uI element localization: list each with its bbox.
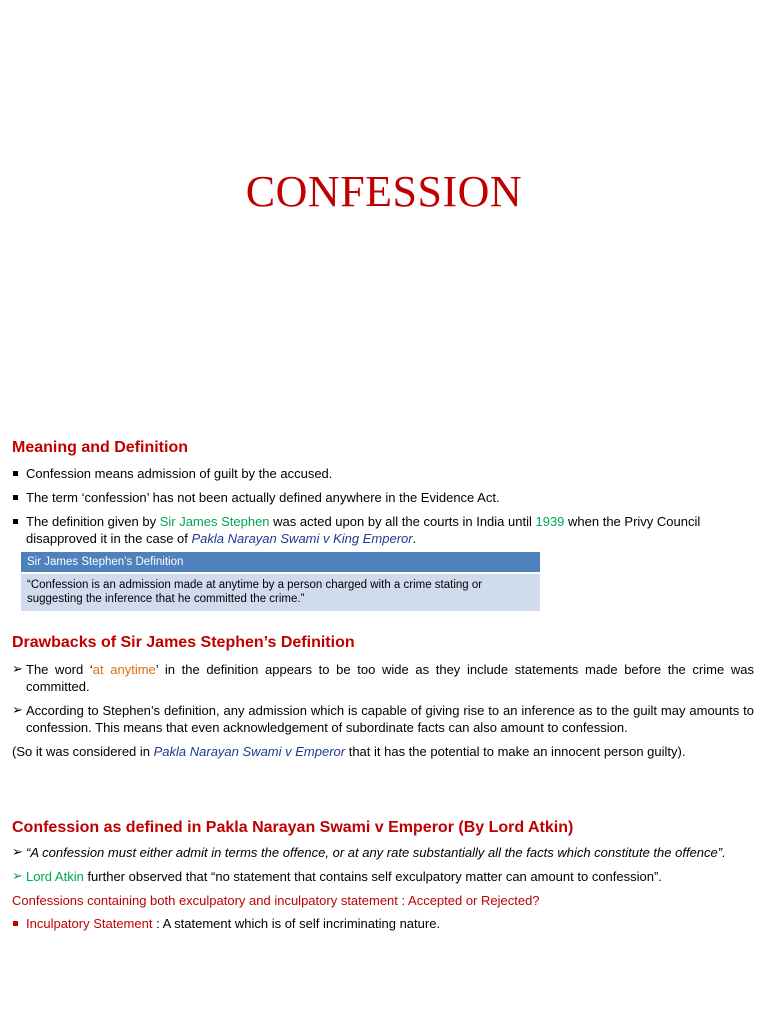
atkin-subheading: Confessions containing both exculpatory and inculpatory statement : Accepted or Rejected? bbox=[12, 893, 540, 908]
list-item bbox=[12, 489, 754, 506]
square-bullet-icon bbox=[13, 495, 18, 500]
arrowhead-bullet-icon: ➢ bbox=[12, 845, 23, 860]
list-item bbox=[12, 844, 754, 861]
item-text: further observed that “no statement that contains self exculpatory matter can amount to confession”. bbox=[83, 869, 662, 884]
drawbacks-note bbox=[12, 743, 754, 760]
arrowhead-bullet-icon: ➢ bbox=[12, 662, 23, 677]
bullet-text: was acted upon by all the courts in India until bbox=[269, 514, 536, 529]
drawbacks-list bbox=[12, 661, 754, 736]
title-slide bbox=[0, 0, 768, 400]
meaning-heading: Meaning and Definition bbox=[12, 439, 188, 456]
arrowhead-bullet-icon: ➢ bbox=[12, 703, 23, 718]
bullet-text: The term ‘confession’ has not been actually defined anywhere in the Evidence Act. bbox=[26, 490, 500, 505]
inculpatory-label: Inculpatory Statement bbox=[26, 916, 153, 931]
case-name: Pakla Narayan Swami v King Emperor bbox=[191, 531, 413, 546]
item-text: According to Stephen’s definition, any admission which is capable of giving rise to an inference as to the guilt may amounts to confession. This means that even acknowledgement of subordinate facts can also amount to confession. bbox=[26, 703, 754, 735]
list-item bbox=[12, 661, 754, 695]
definition-table-body: “Confession is an admission made at anytime by a person charged with a crime stating or suggesting the inference that he committed the crime.” bbox=[21, 574, 540, 611]
list-item bbox=[12, 465, 754, 482]
item-text: : A statement which is of self incriminating nature. bbox=[152, 916, 441, 931]
red-square-bullet-icon bbox=[13, 921, 18, 926]
green-arrowhead-bullet-icon: ➢ bbox=[12, 869, 23, 884]
list-item bbox=[12, 513, 754, 547]
definition-table bbox=[21, 552, 540, 611]
bullet-text: . bbox=[412, 531, 417, 546]
bullet-text: when the Privy Council disapproved it in the case of bbox=[26, 514, 701, 546]
atkin-quote: “A confession must either admit in terms the offence, or at any rate substantially all the facts which constitute the offence”. bbox=[26, 845, 726, 860]
stephen-name: Sir James Stephen bbox=[159, 514, 270, 529]
content-slide bbox=[12, 438, 754, 936]
note-text: (So it was considered in bbox=[12, 744, 154, 759]
bullet-text: The definition given by bbox=[26, 514, 160, 529]
atkin-heading: Confession as defined in Pakla Narayan Swami v Emperor (By Lord Atkin) bbox=[12, 819, 574, 836]
list-item bbox=[12, 702, 754, 736]
at-anytime-highlight: at anytime bbox=[92, 662, 156, 677]
year-1939: 1939 bbox=[535, 514, 565, 529]
drawbacks-heading: Drawbacks of Sir James Stephen’s Definition bbox=[12, 634, 355, 651]
item-text: ’ in the definition appears to be too wide as they include statements made before the crime was committed. bbox=[26, 662, 754, 694]
meaning-bullet-list bbox=[12, 465, 754, 547]
page-title: CONFESSION bbox=[245, 167, 523, 216]
square-bullet-icon bbox=[13, 471, 18, 476]
list-item bbox=[12, 915, 754, 932]
atkin-list bbox=[12, 844, 754, 885]
bullet-text: Confession means admission of guilt by the accused. bbox=[26, 466, 333, 481]
statement-types-list bbox=[12, 915, 754, 932]
lord-atkin-name: Lord Atkin bbox=[26, 869, 84, 884]
definition-table-header: Sir James Stephen’s Definition bbox=[21, 552, 540, 572]
item-text: The word ‘ bbox=[26, 662, 93, 677]
square-bullet-icon bbox=[13, 519, 18, 524]
case-name: Pakla Narayan Swami v Emperor bbox=[153, 744, 346, 759]
list-item bbox=[12, 868, 754, 885]
note-text: that it has the potential to make an innocent person guilty). bbox=[345, 744, 686, 759]
